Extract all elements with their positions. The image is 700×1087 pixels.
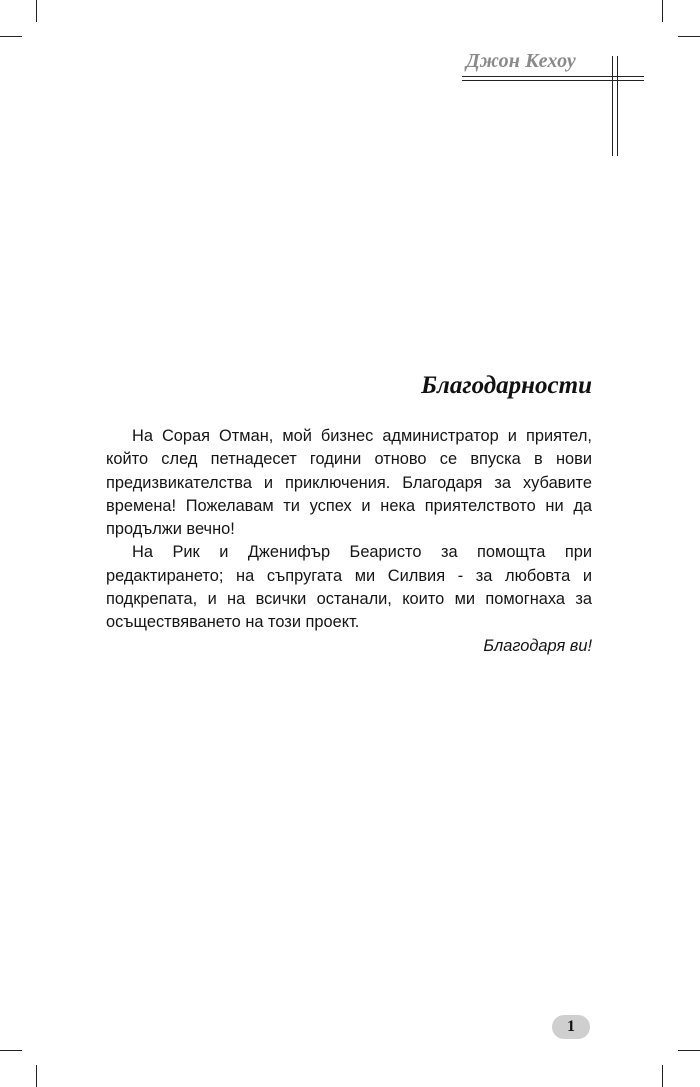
crop-mark-bottom-right	[662, 1065, 663, 1087]
paragraph: На Рик и Дженифър Беаристо за помощта при редактирането; на съпругата ми Силвия - за любовта и подкрепата, и на всички останали, които ми помогнаха за осъществяването на този проект.	[106, 543, 592, 632]
running-head-author: Джон Кехоу	[466, 50, 576, 72]
header-rule-vertical-right	[617, 56, 618, 156]
signoff: Благодаря ви!	[483, 636, 592, 655]
crop-mark-bottom-left	[36, 1065, 37, 1087]
paragraph: На Сорая Отман, мой бизнес администратор и приятел, който след петнадесет години отново се впуска в нови предизвикателства и приключения. Благодаря за хубавите времена! Пожелавам ти успех и нека приятелството ни да продължи вечно!	[106, 427, 592, 539]
crop-mark-top-right	[662, 0, 663, 22]
crop-mark-left-bottom	[0, 1050, 22, 1051]
crop-mark-top-left	[36, 0, 37, 22]
acknowledgements-body	[106, 425, 592, 658]
crop-mark-left-top	[0, 36, 22, 37]
crop-mark-right-top	[678, 36, 700, 37]
crop-mark-right-bottom	[678, 1050, 700, 1051]
header-rule-vertical-left	[612, 56, 613, 156]
chapter-title: Благодарности	[421, 372, 592, 399]
page-number: 1	[552, 1015, 590, 1039]
